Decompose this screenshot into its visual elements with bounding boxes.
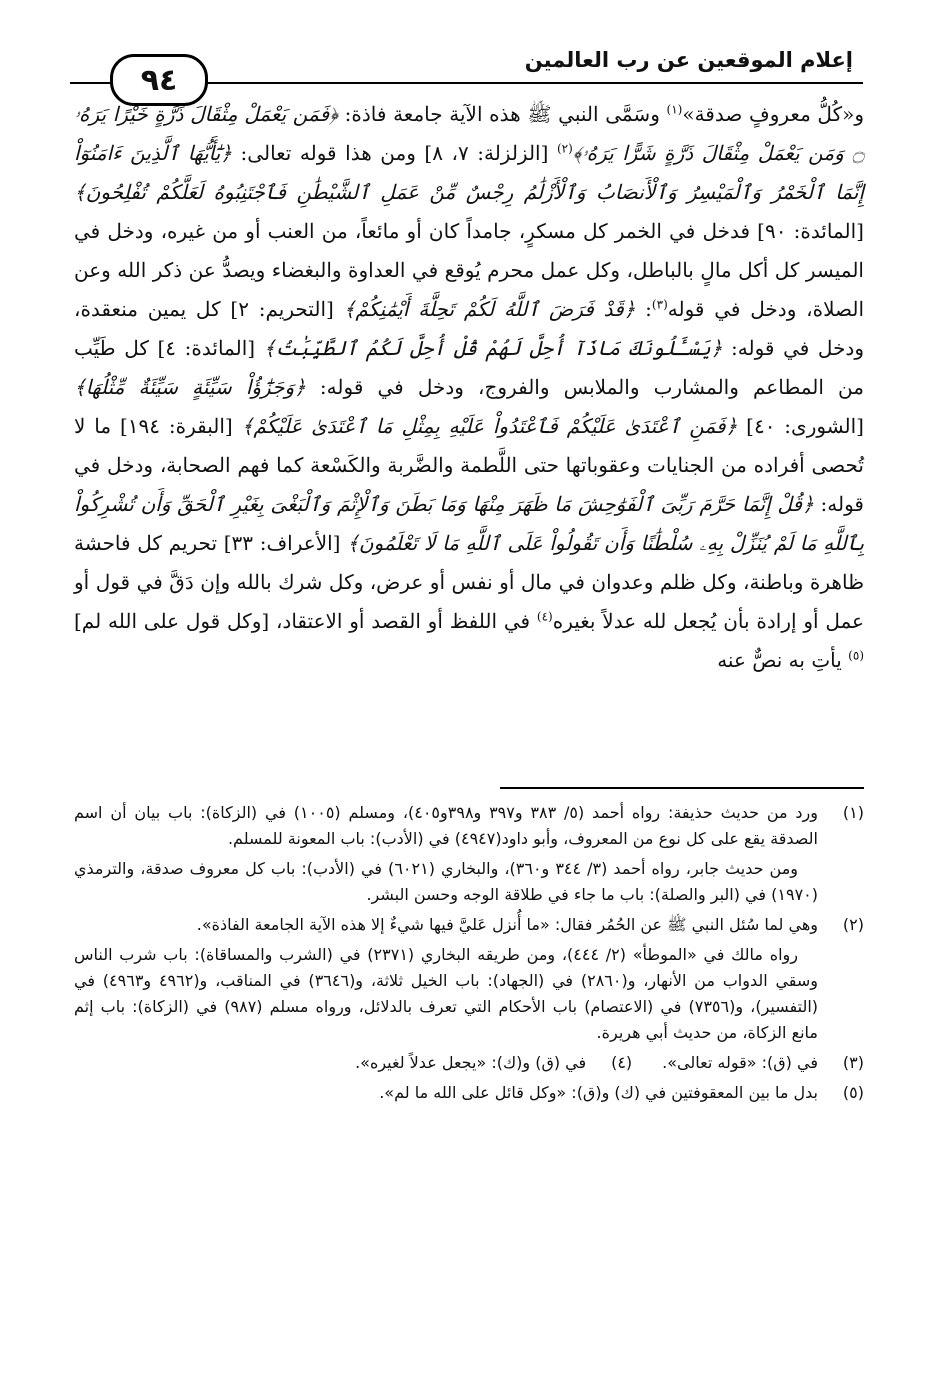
footnote-4 bbox=[355, 1050, 632, 1076]
footnote-ref: (٣) bbox=[651, 297, 668, 312]
text-segment: وسَمَّى النبي ﷺ هذه الآية جامعة فاذة: bbox=[338, 102, 667, 126]
footnote-text: في (ق): «قوله تعالى». bbox=[662, 1053, 818, 1072]
footnote-3 bbox=[662, 1050, 864, 1076]
page-number: ٩٤ bbox=[110, 54, 208, 106]
footnote-5 bbox=[74, 1080, 864, 1106]
footnote-1 bbox=[74, 800, 864, 852]
text-segment: و«كُلُّ معروفٍ صدقة» bbox=[682, 102, 864, 126]
footnote-row bbox=[74, 1050, 864, 1076]
footnote-number: (٣) bbox=[842, 1053, 864, 1072]
running-title: إعلام الموقعين عن رب العالمين bbox=[524, 48, 853, 72]
text-segment: [المائدة: ٩٠] فدخل في الخمر كل مسكرٍ، جامداً كان أو مائعاً، من العنب أو من غيره، ودخل في الميسر كل أكل مالٍ بالباطل، وكل عمل محرم يُوقع في العداوة والبغضاء ويصدُّ عن ذكر الله وعن الصلاة، ودخل في قوله bbox=[74, 219, 865, 321]
footnote-ref: (٢) bbox=[556, 141, 573, 156]
text-segment: [البقرة: ١٩٤] ما لا تُحصى أفراده من الجنايات وعقوباتها حتى اللَّطمة والضَّربة والكَسْعة كما فهم الصحابة، ودخل في قوله: bbox=[74, 414, 864, 516]
footnote-2-continued: رواه مالك في «الموطأ» (٢/ ٤٤٤)، ومن طريقه البخاري (٢٣٧١) في (الشرب والمساقاة): باب شرب الناس وسقي الدواب من الأنهار، و(٢٨٦٠) في (الجهاد): باب الخيل ثلاثة، و(٣٦٤٦) في المناقب، و(٤٩٦٢ و٤٩٦٣) في (التفسير)، و(٧٣٥٦) في (الاعتصام) باب الأحكام التي تعرف بالدلائل، ورواه مسلم (٩٨٧) في (الزكاة): باب إثم مانع الزكاة، من حديث أبي هريرة. bbox=[74, 945, 819, 1042]
quran-verse: ﴿قَدْ فَرَضَ ٱللَّهُ لَكُمْ تَحِلَّةَ أَيْمَٰنِكُمْ﴾ bbox=[343, 297, 636, 321]
text-segment: في اللفظ أو القصد أو الاعتقاد، [وكل قول على الله لم] bbox=[74, 609, 537, 633]
footnote-number: (٢) bbox=[842, 915, 864, 934]
text-segment: [الأعراف: ٣٣] تحريم كل فاحشة ظاهرة وباطنة، وكل ظلم وعدوان في مال أو نفس أو عرض، وكل شرك بالله وإن دَقَّ في قول أو عمل أو إرادة بأن يُجعل لله عدلاً بغيره bbox=[74, 531, 864, 633]
text-segment: [الشورى: ٤٠] bbox=[737, 414, 864, 438]
main-text bbox=[74, 95, 864, 680]
footnote-text: ورد من حديث حذيفة: رواه أحمد (٥/ ٣٨٣ و٣٩٧ و٣٩٨و٤٠٥)، ومسلم (١٠٠٥) في (الزكاة): باب بيان أن اسم الصدقة يقع على كل نوع من المعروف، وأبو داود(٤٩٤٧) في (الأدب): باب المعونة للمسلم. bbox=[74, 803, 819, 848]
text-segment: [التحريم: ٢] كل يمين منعقدة، ودخل في قوله: bbox=[74, 297, 864, 360]
footnote-number: (١) bbox=[842, 803, 864, 822]
footnote-text: وهي لما سُئل النبي ﷺ عن الحُمُر فقال: «ما أُنزل عَليَّ فيها شيءٌ إلا هذه الآية الجامعة الفاذة». bbox=[196, 915, 818, 934]
text-segment: [الزلزلة: ٧، ٨] ومن هذا قوله تعالى: bbox=[232, 141, 557, 165]
footnote-text: في (ق) و(ك): «يجعل عدلاً لغيره». bbox=[355, 1053, 587, 1072]
footnote-ref: (٤) bbox=[536, 609, 553, 624]
footnote-2 bbox=[74, 912, 864, 938]
quran-verse: ﴿قُلْ إِنَّمَا حَرَّمَ رَبِّىَ ٱلْفَوَٰحِشَ مَا ظَهَرَ مِنْهَا وَمَا بَطَنَ وَٱلْإِثْمَ وَٱلْبَغْىَ بِغَيْرِ ٱلْحَقِّ وَأَن تُشْرِكُواْ بِٱللَّهِ مَا لَمْ يُنَزِّلْ بِهِۦ سُلْطَٰنًا وَأَن تَقُولُواْ عَلَى ٱللَّهِ مَا لَا تَعْلَمُونَ﴾ bbox=[74, 492, 865, 555]
footnotes bbox=[74, 800, 864, 1110]
footnote-separator bbox=[500, 787, 864, 789]
text-segment: [المائدة: ٤] كل طَيِّب من المطاعم والمشارب والملابس والفروج، ودخل في قوله: bbox=[74, 336, 864, 399]
quran-verse: ﴿وَجَزَٰٓؤُاْ سَيِّئَةٍ سَيِّئَةٌ مِّثْلُهَا﴾ bbox=[74, 375, 306, 399]
page-header bbox=[70, 40, 863, 100]
quran-verse: ﴿يَسْـَٔلُونَكَ مَاذَآ أُحِلَّ لَهُمْ قُلْ أُحِلَّ لَكُمُ ٱلطَّيِّبَٰتُ﴾ bbox=[263, 336, 723, 360]
text-segment: يأتِ به نصٌّ عنه bbox=[717, 648, 849, 672]
quran-verse: ﴿فَمَن يَعْمَلْ مِثْقَالَ ذَرَّةٍ خَيْرًا يَرَهُۥ ۝ وَمَن يَعْمَلْ مِثْقَالَ ذَرَّةٍ شَرًّا يَرَهُۥ﴾ bbox=[74, 102, 865, 165]
footnote-1-continued: ومن حديث جابر، رواه أحمد (٣/ ٣٤٤ و٣٦٠)، والبخاري (٦٠٢١) في (الأدب): باب كل معروف صدقة، والترمذي (١٩٧٠) في (البر والصلة): باب ما جاء في طلاقة الوجه وحسن البشر. bbox=[74, 859, 818, 904]
quran-verse: ﴿يَٰٓأَيُّهَا ٱلَّذِينَ ءَامَنُوٓاْ إِنَّمَا ٱلْخَمْرُ وَٱلْمَيْسِرُ وَٱلْأَنصَابُ وَٱلْأَزْلَٰمُ رِجْسٌ مِّنْ عَمَلِ ٱلشَّيْطَٰنِ فَٱجْتَنِبُوهُ لَعَلَّكُمْ تُفْلِحُونَ﴾ bbox=[74, 141, 864, 204]
text-segment: : bbox=[635, 297, 652, 321]
footnote-text: بدل ما بين المعقوفتين في (ك) و(ق): «وكل قائل على الله ما لم». bbox=[379, 1083, 818, 1102]
quran-verse: ﴿فَمَنِ ٱعْتَدَىٰ عَلَيْكُمْ فَٱعْتَدُواْ عَلَيْهِ بِمِثْلِ مَا ٱعْتَدَىٰ عَلَيْكُمْ﴾ bbox=[241, 414, 738, 438]
main-paragraph bbox=[74, 95, 864, 680]
footnote-number: (٥) bbox=[842, 1083, 864, 1102]
footnote-number: (٤) bbox=[611, 1053, 633, 1072]
footnote-ref: (٥) bbox=[848, 648, 864, 663]
footnote-ref: (١) bbox=[666, 102, 683, 117]
